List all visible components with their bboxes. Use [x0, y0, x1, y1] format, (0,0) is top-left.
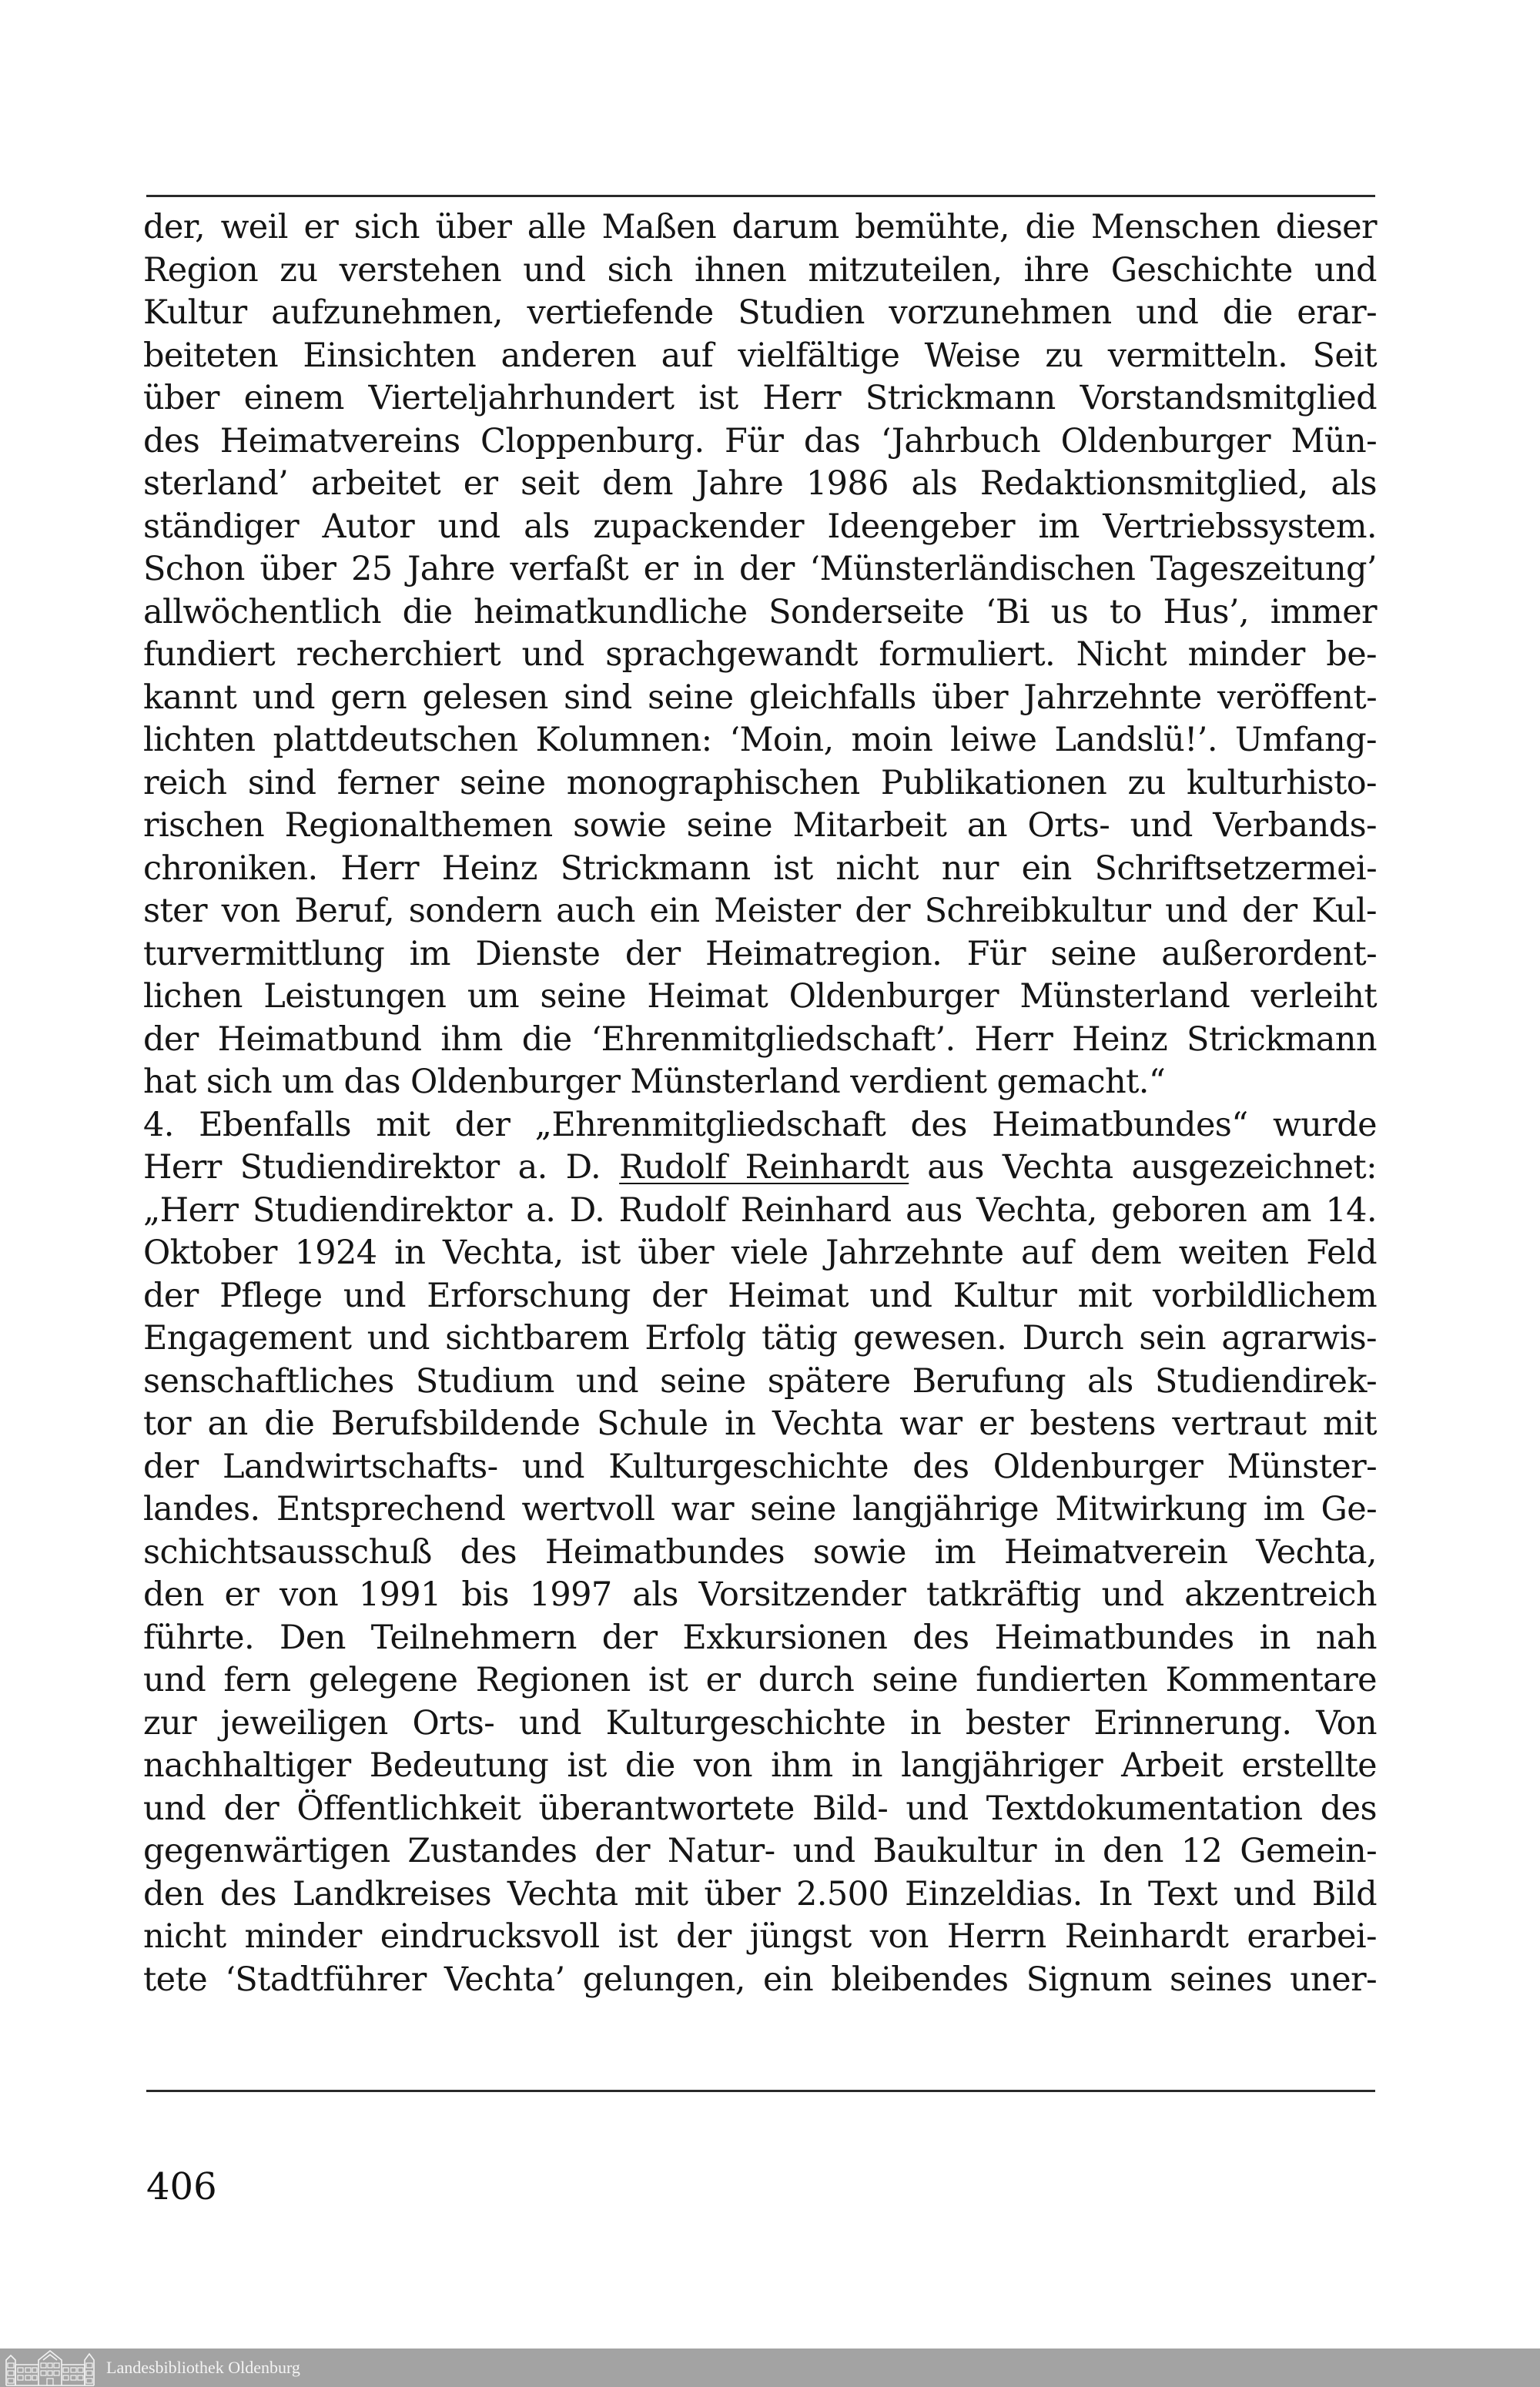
text-line: fundiert recherchiert und sprachgewandt formuliert. Nicht minder be-	[143, 635, 1377, 674]
text-line: lichen Leistungen um seine Heimat Oldenburger Münsterland verleiht	[143, 977, 1377, 1016]
text-line: lichten plattdeutschen Kolumnen: ‘Moin, moin leiwe Landslü!’. Umfang-	[143, 721, 1377, 759]
text-line: Oktober 1924 in Vechta, ist über viele Jahrzehnte auf dem weiten Feld	[143, 1234, 1377, 1272]
text-line: turvermittlung im Dienste der Heimatregion. Für seine außerordent-	[143, 934, 1377, 973]
text-line-with-underline	[143, 1147, 1377, 1190]
text-line: senschaftliches Studium und seine spätere Berufung als Studiendirek-	[143, 1361, 1377, 1401]
library-building-icon	[5, 2349, 95, 2386]
top-rule	[146, 195, 1375, 197]
text-line: und fern gelegene Regionen ist er durch seine fundierten Kommentare	[143, 1661, 1377, 1699]
text-line: tete ‘Stadtführer Vechta’ gelungen, ein bleibendes Signum seines uner-	[143, 1960, 1377, 1999]
page-number: 406	[146, 2165, 217, 2208]
text-line: der Landwirtschafts- und Kulturgeschichte des Oldenburger Münster-	[143, 1447, 1377, 1486]
footer-bar	[0, 2348, 1540, 2387]
text-line: des Heimatvereins Cloppenburg. Für das ‘Jahrbuch Oldenburger Mün-	[143, 421, 1377, 460]
text-line: über einem Vierteljahrhundert ist Herr Strickmann Vorstandsmitglied	[143, 379, 1377, 417]
text-line: sterland’ arbeitet er seit dem Jahre 1986 als Redaktionsmitglied, als	[143, 464, 1377, 503]
text-line: landes. Entsprechend wertvoll war seine langjährige Mitwirkung im Ge-	[143, 1490, 1377, 1528]
text-line: den er von 1991 bis 1997 als Vorsitzender tatkräftig und akzentreich	[143, 1575, 1377, 1614]
text-line: kannt und gern gelesen sind seine gleichfalls über Jahrzehnte veröffent-	[143, 678, 1377, 717]
text-line: Kultur aufzunehmen, vertiefende Studien vorzunehmen und die erar-	[143, 293, 1377, 332]
text-line: zur jeweiligen Orts- und Kulturgeschichte in bester Erinnerung. Von	[143, 1703, 1377, 1743]
text-line: nicht minder eindrucksvoll ist der jüngst von Herrn Reinhardt erarbei-	[143, 1917, 1377, 1956]
text-line: „Herr Studiendirektor a. D. Rudolf Reinhard aus Vechta, geboren am 14.	[143, 1190, 1377, 1230]
text-line: 4. Ebenfalls mit der „Ehrenmitgliedschaft des Heimatbundes“ wurde	[143, 1105, 1377, 1144]
text-line: reich sind ferner seine monographischen Publikationen zu kulturhisto-	[143, 763, 1377, 802]
text-line: den des Landkreises Vechta mit über 2.500 Einzeldias. In Text und Bild	[143, 1874, 1377, 1913]
text-line: Schon über 25 Jahre verfaßt er in der ‘Münsterländischen Tageszeitung’	[143, 550, 1377, 588]
text-line: allwöchentlich die heimatkundliche Sonderseite ‘Bi us to Hus’, immer	[143, 592, 1377, 631]
text-line: hat sich um das Oldenburger Münsterland verdient gemacht.“	[143, 1063, 1166, 1101]
text-line: rischen Regionalthemen sowie seine Mitarbeit an Orts- und Verbands-	[143, 806, 1377, 845]
text-segment: Herr Studiendirektor a. D.	[143, 1148, 620, 1187]
text-line: der Pflege und Erforschung der Heimat und Kultur mit vorbildlichem	[143, 1276, 1377, 1315]
text-line: der Heimatbund ihm die ‘Ehrenmitgliedschaft’. Herr Heinz Strickmann	[143, 1019, 1377, 1059]
text-line: beiteten Einsichten anderen auf vielfältige Weise zu vermitteln. Seit	[143, 336, 1377, 375]
text-line: Region zu verstehen und sich ihnen mitzuteilen, ihre Geschichte und	[143, 250, 1377, 290]
underlined-name: Rudolf Reinhardt	[619, 1148, 909, 1187]
body-text	[143, 206, 1377, 2001]
text-line: führte. Den Teilnehmern der Exkursionen des Heimatbundes in nah	[143, 1618, 1377, 1657]
text-line: ster von Beruf, sondern auch ein Meister der Schreibkultur und der Kul-	[143, 892, 1377, 930]
text-line: ständiger Autor und als zupackender Ideengeber im Vertriebssystem.	[143, 507, 1377, 546]
text-line: und der Öffentlichkeit überantwortete Bild- und Textdokumentation des	[143, 1789, 1377, 1828]
text-line: tor an die Berufsbildende Schule in Vechta war er bestens vertraut mit	[143, 1404, 1377, 1443]
library-name: Landesbibliothek Oldenburg	[106, 2358, 300, 2377]
text-segment: aus Vechta ausgezeichnet:	[909, 1148, 1377, 1187]
text-line: Engagement und sichtbarem Erfolg tätig gewesen. Durch sein agrarwis-	[143, 1319, 1377, 1358]
text-line: chroniken. Herr Heinz Strickmann ist nicht nur ein Schriftsetzermei-	[143, 849, 1377, 888]
text-line: schichtsausschuß des Heimatbundes sowie im Heimatverein Vechta,	[143, 1532, 1377, 1572]
text-line: nachhaltiger Bedeutung ist die von ihm in langjähriger Arbeit erstellte	[143, 1746, 1377, 1785]
text-line: der, weil er sich über alle Maßen darum bemühte, die Menschen dieser	[143, 208, 1377, 246]
text-line: gegenwärtigen Zustandes der Natur- und Baukultur in den 12 Gemein-	[143, 1832, 1377, 1870]
bottom-rule	[146, 2090, 1375, 2092]
